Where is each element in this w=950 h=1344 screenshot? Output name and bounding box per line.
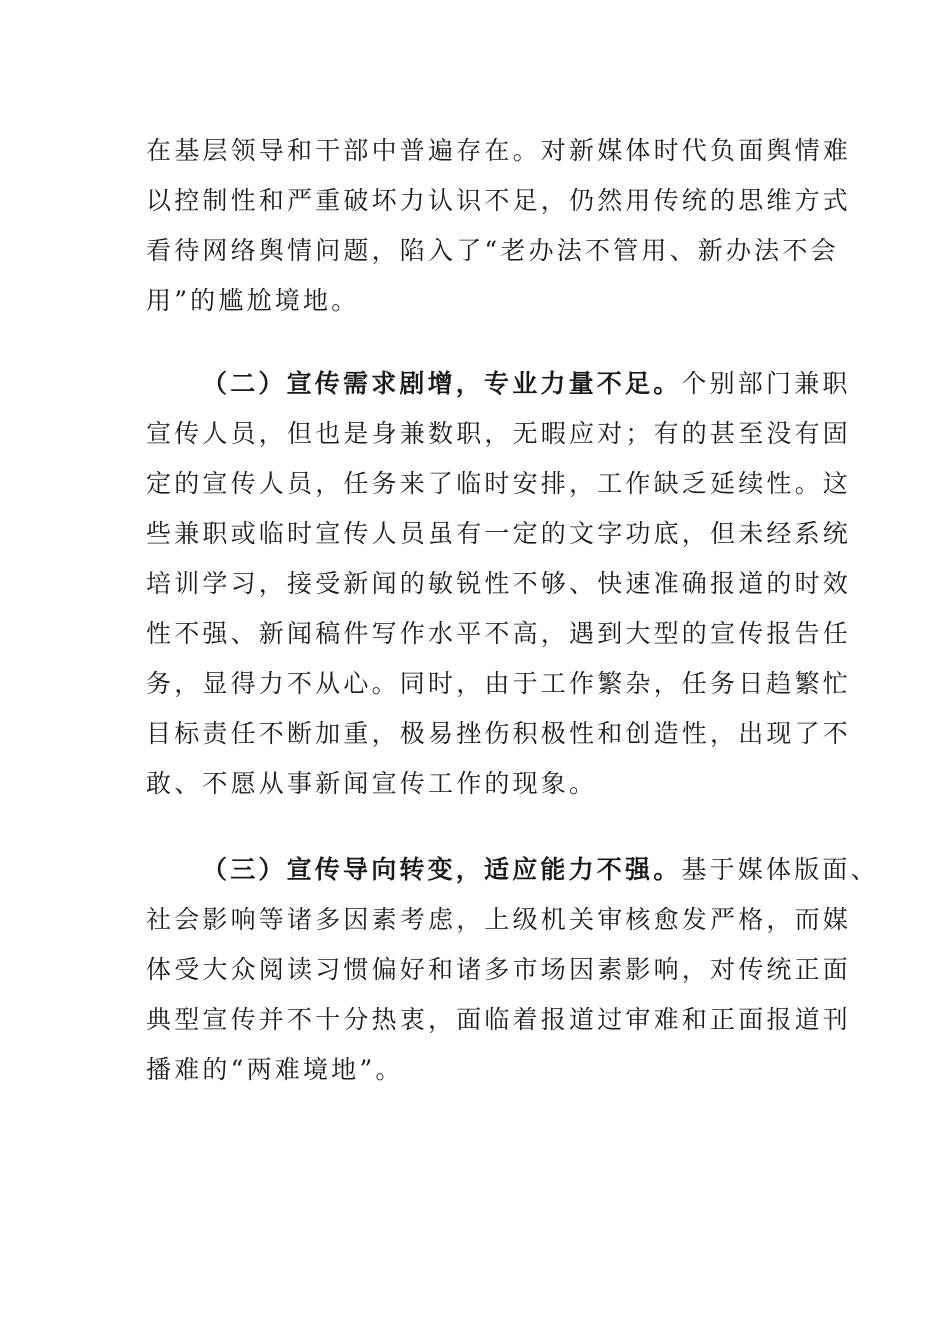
paragraph-2-line: 敢、不愿从事新闻宣传工作的现象。 [146,769,598,798]
paragraph-3-line: 典型宣传并不十分热衷，面临着报道过审难和正面报道刊 [146,1005,852,1034]
paragraph-2 [146,359,852,809]
paragraph-2-first-line [146,359,851,409]
paragraph-1-line: 用”的尴尬境地。 [146,286,360,315]
paragraph-3 [146,845,879,1095]
paragraph-3-line: 播难的“两难境地”。 [146,1055,404,1084]
paragraph-2-line: 宣传人员，但也是身兼数职，无暇应对；有的甚至没有固 [146,419,852,448]
section-heading-3: （三）宣传导向转变，适应能力不强。 [202,855,682,884]
paragraph-3-line: 社会影响等诸多因素考虑，上级机关审核愈发严格，而媒 [146,905,852,934]
paragraph-3-first-line-text: 基于媒体版面、 [681,855,879,884]
section-heading-2: （二）宣传需求剧增，专业力量不足。 [202,369,682,398]
paragraph-2-line: 性不强、新闻稿件写作水平不高，遇到大型的宣传报告任 [146,619,852,648]
paragraph-2-line: 目标责任不断加重，极易挫伤积极性和创造性，出现了不 [146,719,852,748]
paragraph-1-line: 看待网络舆情问题，陷入了“老办法不管用、新办法不会 [146,236,839,265]
paragraph-2-line: 务，显得力不从心。同时，由于工作繁杂，任务日趋繁忙 [146,669,852,698]
paragraph-2-line: 定的宣传人员，任务来了临时安排，工作缺乏延续性。这 [146,469,852,498]
paragraph-2-line: 培训学习，接受新闻的敏锐性不够、快速准确报道的时效 [146,569,852,598]
paragraph-3-line: 体受大众阅读习惯偏好和诸多市场因素影响，对传统正面 [146,955,852,984]
paragraph-1-line: 在基层领导和干部中普遍存在。对新媒体时代负面舆情难 [146,136,852,165]
paragraph-2-line: 些兼职或临时宣传人员虽有一定的文字功底，但未经系统 [146,519,852,548]
paragraph-1 [146,126,852,326]
paragraph-2-first-line-text: 个别部门兼职 [681,369,851,398]
paragraph-3-first-line [146,845,879,895]
paragraph-1-line: 以控制性和严重破坏力认识不足，仍然用传统的思维方式 [146,186,852,215]
